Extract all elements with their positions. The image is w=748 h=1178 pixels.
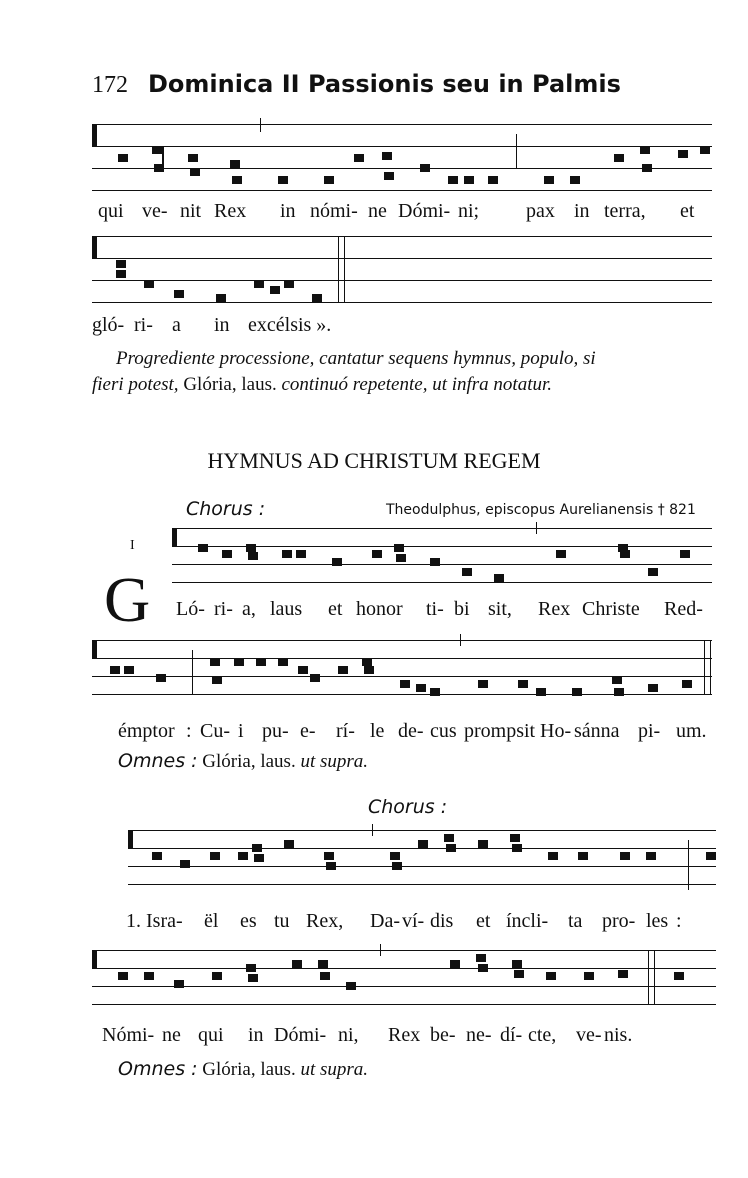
neume-note <box>390 852 400 860</box>
neume-note <box>678 150 688 158</box>
neume-note <box>292 960 302 968</box>
neume-note <box>700 146 710 154</box>
neume-note <box>296 550 306 558</box>
syllable: nómi- <box>310 200 358 222</box>
neume-note <box>418 840 428 848</box>
syllable: cus <box>430 720 457 742</box>
staff-line <box>92 146 712 147</box>
omnes-incipit: Glória, laus. <box>202 751 296 772</box>
divisio-bar <box>516 134 517 168</box>
neume-note <box>110 666 120 674</box>
neume-note <box>284 840 294 848</box>
divisio-bar <box>536 522 537 534</box>
omnes-incipit: Glória, laus. <box>202 1059 296 1080</box>
syllable: es <box>240 910 257 932</box>
omnes-tail: ut supra. <box>300 1059 369 1080</box>
neume-note <box>180 860 190 868</box>
neume-note <box>210 852 220 860</box>
chant-staff-4 <box>92 640 712 700</box>
lyrics-line-6 <box>92 1024 712 1050</box>
neume-note <box>430 688 440 696</box>
neume-note <box>572 688 582 696</box>
neume-note <box>416 684 426 692</box>
staff-line <box>128 884 716 885</box>
neume-note <box>246 964 256 972</box>
syllable: ne <box>162 1024 181 1046</box>
neume-note <box>618 970 628 978</box>
neume-note <box>392 862 402 870</box>
neume-note <box>118 972 128 980</box>
neume-note <box>614 154 624 162</box>
neume-note <box>144 280 154 288</box>
syllable: Rex, <box>306 910 344 932</box>
staff-line <box>92 950 716 951</box>
syllable: pi- <box>638 720 661 742</box>
omnes-tail: ut supra. <box>300 751 369 772</box>
syllable: Nómi- <box>102 1024 155 1046</box>
staff-line <box>92 258 712 259</box>
staff-line <box>172 564 712 565</box>
chant-staff-1 <box>92 124 712 194</box>
neume-note <box>312 294 322 302</box>
syllable: dí- <box>500 1024 523 1046</box>
staff-line <box>92 658 712 659</box>
neume-note <box>478 680 488 688</box>
staff-line <box>92 968 716 969</box>
neume-note <box>640 146 650 154</box>
syllable: excélsis ». <box>248 314 332 336</box>
omnes-line-2 <box>118 1058 368 1081</box>
hymn-author: Theodulphus, episcopus Aurelianensis † 821 <box>386 502 696 518</box>
staff-line <box>92 302 712 303</box>
neume-note <box>332 558 342 566</box>
neume-note <box>320 972 330 980</box>
neume-note <box>648 684 658 692</box>
syllable: in <box>214 314 230 336</box>
neume-note <box>212 676 222 684</box>
neume-note <box>156 674 166 682</box>
syllable: pro- <box>602 910 636 932</box>
double-bar-line <box>344 236 345 302</box>
page-title: Dominica II Passionis seu in Palmis <box>148 70 621 98</box>
neume-note <box>372 550 382 558</box>
neume-note <box>620 852 630 860</box>
syllable: Christe <box>582 598 640 620</box>
syllable: : <box>186 720 192 742</box>
neume-note <box>252 844 262 852</box>
staff-line <box>92 190 712 191</box>
syllable: ne- <box>466 1024 492 1046</box>
divisio-bar <box>192 650 193 694</box>
double-bar <box>338 236 339 302</box>
syllable: a <box>172 314 181 336</box>
neume-note <box>364 666 374 674</box>
neume-note <box>510 834 520 842</box>
neume-note <box>354 154 364 162</box>
double-bar <box>704 640 705 694</box>
staff-line <box>172 582 712 583</box>
neume-note <box>324 176 334 184</box>
syllable: dis <box>430 910 454 932</box>
syllable: ni, <box>338 1024 359 1046</box>
syllable: nis. <box>604 1024 633 1046</box>
neume-note <box>278 176 288 184</box>
neume-note <box>384 172 394 180</box>
page-header <box>92 70 621 99</box>
staff-line <box>128 848 716 849</box>
syllable: in <box>280 200 296 222</box>
neume-note <box>450 960 460 968</box>
neume-note <box>648 568 658 576</box>
do-clef-icon <box>92 950 97 968</box>
chant-staff-3 <box>172 528 712 588</box>
neume-note <box>642 164 652 172</box>
neume-note <box>570 176 580 184</box>
syllable: ve- <box>576 1024 602 1046</box>
do-clef-icon <box>92 124 97 146</box>
syllable: ti- <box>426 598 444 620</box>
syllable: sit, <box>488 598 512 620</box>
staff-line <box>92 1004 716 1005</box>
neume-note <box>118 154 128 162</box>
neume-note <box>362 658 372 666</box>
syllable: Dómi- <box>274 1024 327 1046</box>
neume-note <box>324 852 334 860</box>
neume-note <box>494 574 504 582</box>
staff-line <box>128 830 716 831</box>
neume-note <box>152 146 162 154</box>
mode-number: I <box>130 538 135 553</box>
syllable: bi <box>454 598 470 620</box>
rubric-italic: fieri potest, <box>92 374 179 395</box>
syllable: Ho- <box>540 720 572 742</box>
neume-note <box>536 688 546 696</box>
omnes-label: Omnes : <box>118 750 198 772</box>
neume-note <box>254 854 264 862</box>
syllable: et <box>476 910 491 932</box>
syllable: ni; <box>458 200 480 222</box>
staff-line <box>92 280 712 281</box>
neume-note <box>620 550 630 558</box>
neume-note <box>318 960 328 968</box>
syllable: pax <box>526 200 555 222</box>
staff-line <box>128 866 716 867</box>
syllable: um. <box>676 720 707 742</box>
neume-note <box>396 554 406 562</box>
rubric-italic: continuó repetente, ut infra notatur. <box>281 374 553 395</box>
chorus-label-2: Chorus : <box>368 796 448 818</box>
neume-note <box>546 972 556 980</box>
syllable: et <box>328 598 343 620</box>
initial-letter: G <box>104 564 151 635</box>
neume-note <box>680 550 690 558</box>
neume-note <box>674 972 684 980</box>
neume-note <box>212 972 222 980</box>
syllable: sánna <box>574 720 620 742</box>
syllable: ël <box>204 910 219 932</box>
syllable: ví- <box>402 910 425 932</box>
neume-note <box>248 552 258 560</box>
chant-staff-6 <box>92 950 716 1010</box>
omnes-line-1 <box>118 750 368 773</box>
syllable: in <box>248 1024 264 1046</box>
do-clef-icon <box>92 640 97 658</box>
neume-note <box>512 844 522 852</box>
syllable: tu <box>274 910 290 932</box>
syllable: prompsit <box>464 720 536 742</box>
neume-note <box>298 666 308 674</box>
neume-note <box>188 154 198 162</box>
neume-note <box>210 658 220 666</box>
neume-note <box>238 852 248 860</box>
syllable: Rex <box>388 1024 421 1046</box>
syllable: Ló- <box>176 598 205 620</box>
neume-note <box>464 176 474 184</box>
staff-line <box>92 124 712 125</box>
staff-line <box>172 528 712 529</box>
lyrics-line-4 <box>92 720 712 746</box>
staff-line <box>92 640 712 641</box>
staff-line <box>92 236 712 237</box>
syllable: Da- <box>370 910 400 932</box>
neume-note <box>174 290 184 298</box>
neume-note <box>174 980 184 988</box>
syllable: gló- <box>92 314 125 336</box>
chant-staff-2 <box>92 236 712 306</box>
syllable: laus <box>270 598 303 620</box>
neume-note <box>444 834 454 842</box>
neume-note <box>420 164 430 172</box>
double-bar-line <box>710 640 711 694</box>
divisio-bar <box>460 634 461 646</box>
syllable: : <box>676 910 682 932</box>
do-clef-icon <box>128 830 133 848</box>
neume-stem <box>162 146 164 170</box>
neume-note <box>284 280 294 288</box>
rubric-incipit: Glória, laus. <box>183 374 277 395</box>
neume-note <box>278 658 288 666</box>
syllable: Cu- <box>200 720 230 742</box>
do-clef-icon <box>172 528 177 546</box>
syllable: 1. Isra- <box>126 910 183 932</box>
syllable: be- <box>430 1024 456 1046</box>
page-number: 172 <box>92 72 128 98</box>
syllable: i <box>238 720 244 742</box>
chant-staff-5 <box>128 830 716 890</box>
neume-note <box>394 544 404 552</box>
neume-note <box>682 680 692 688</box>
neume-note <box>124 666 134 674</box>
neume-note <box>448 176 458 184</box>
neume-note <box>190 168 200 176</box>
neume-note <box>116 260 126 268</box>
neume-note <box>584 972 594 980</box>
neume-note <box>544 176 554 184</box>
divisio-bar <box>372 824 373 836</box>
neume-note <box>216 294 226 302</box>
omnes-label: Omnes : <box>118 1058 198 1080</box>
neume-note <box>310 674 320 682</box>
neume-note <box>232 176 242 184</box>
neume-note <box>518 680 528 688</box>
neume-note <box>514 970 524 978</box>
syllable: qui <box>198 1024 224 1046</box>
syllable: ne <box>368 200 387 222</box>
rubric-line-1: Progrediente processione, cantatur sequens hymnus, populo, si <box>116 348 596 369</box>
syllable: in <box>574 200 590 222</box>
neume-note <box>254 280 264 288</box>
divisio-bar <box>260 118 261 132</box>
syllable: Rex <box>538 598 571 620</box>
syllable: cte, <box>528 1024 557 1046</box>
lyrics-line-5 <box>92 910 712 936</box>
neume-note <box>400 680 410 688</box>
syllable: les <box>646 910 669 932</box>
neume-note <box>430 558 440 566</box>
syllable: ta <box>568 910 583 932</box>
neume-note <box>144 972 154 980</box>
syllable: de- <box>398 720 424 742</box>
neume-note <box>556 550 566 558</box>
do-clef-icon <box>92 236 97 258</box>
neume-note <box>116 270 126 278</box>
syllable: ri- <box>134 314 153 336</box>
divisio-bar <box>688 840 689 890</box>
lyrics-line-2 <box>92 314 712 340</box>
hymn-title: HYMNUS AD CHRISTUM REGEM <box>207 448 541 473</box>
neume-note <box>476 954 486 962</box>
neume-note <box>152 852 162 860</box>
syllable: le <box>370 720 385 742</box>
neume-note <box>548 852 558 860</box>
lyrics-line-1 <box>92 200 712 226</box>
staff-line <box>92 986 716 987</box>
syllable: pu- <box>262 720 289 742</box>
neume-note <box>326 862 336 870</box>
neume-note <box>478 964 488 972</box>
neume-note <box>478 840 488 848</box>
syllable: ri- <box>214 598 233 620</box>
neume-note <box>462 568 472 576</box>
neume-note <box>614 688 624 696</box>
syllable: Rex <box>214 200 247 222</box>
syllable: rí- <box>336 720 355 742</box>
syllable: a, <box>242 598 256 620</box>
syllable: Red- <box>664 598 703 620</box>
neume-note <box>346 982 356 990</box>
neume-note <box>578 852 588 860</box>
neume-note <box>270 286 280 294</box>
neume-note <box>646 852 656 860</box>
syllable: qui <box>98 200 124 222</box>
chorus-label: Chorus : <box>186 498 266 520</box>
neume-note <box>234 658 244 666</box>
syllable: émptor <box>118 720 175 742</box>
syllable: terra, <box>604 200 646 222</box>
neume-note <box>382 152 392 160</box>
lyrics-line-3 <box>92 598 712 624</box>
syllable: et <box>680 200 695 222</box>
neume-note <box>338 666 348 674</box>
neume-note <box>512 960 522 968</box>
syllable: ve- <box>142 200 168 222</box>
syllable: íncli- <box>506 910 549 932</box>
syllable: honor <box>356 598 403 620</box>
neume-note <box>246 544 256 552</box>
neume-note <box>256 658 266 666</box>
syllable: Dómi- <box>398 200 451 222</box>
neume-note <box>248 974 258 982</box>
neume-note <box>222 550 232 558</box>
neume-note <box>612 676 622 684</box>
neume-note <box>488 176 498 184</box>
neume-note <box>230 160 240 168</box>
syllable: nit <box>180 200 202 222</box>
neume-note <box>198 544 208 552</box>
rubric-line-2 <box>92 374 552 396</box>
syllable: e- <box>300 720 316 742</box>
divisio-bar <box>380 944 381 956</box>
neume-note <box>282 550 292 558</box>
neume-note <box>706 852 716 860</box>
staff-line <box>92 168 712 169</box>
double-bar <box>648 950 649 1004</box>
neume-note <box>446 844 456 852</box>
double-bar-line <box>654 950 655 1004</box>
